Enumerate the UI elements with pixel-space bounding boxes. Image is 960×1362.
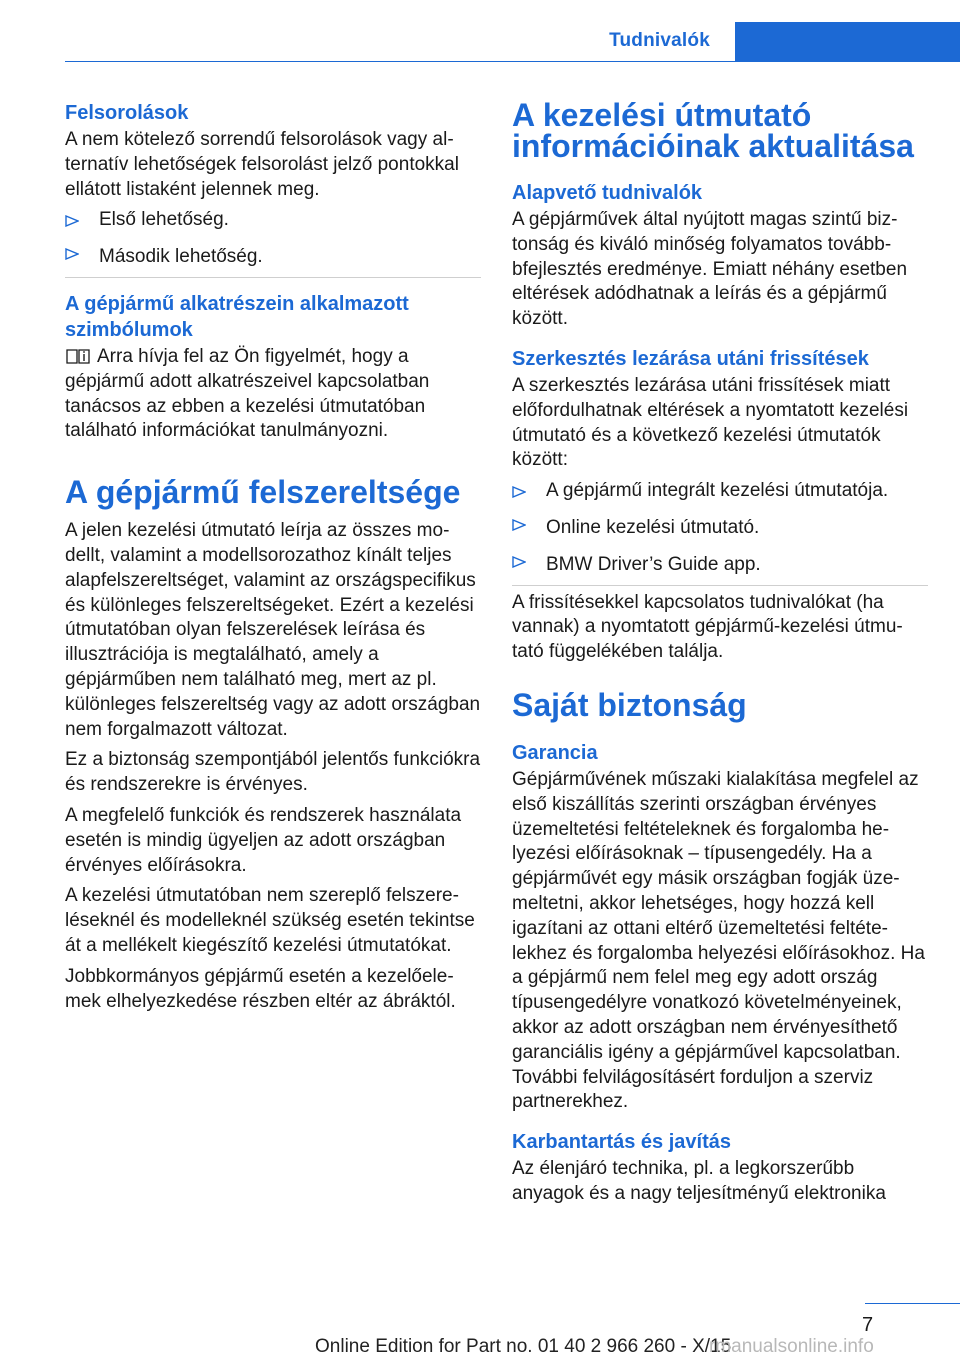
paragraph-alapveto: A gépjárművek által nyújtott magas szintű biztonság és kiváló minőség folyamatos továbbbfejlesztés eredménye. Emiatt néhány esetben eltérések adódhatnak a leírás és a gépjármű között. (512, 209, 908, 330)
heading-szimbolumok: A gépjármű alkatrészein alkalmazott szimbólumok (65, 292, 409, 341)
paragraph-szimbolumok (65, 345, 481, 444)
list-item (512, 548, 928, 585)
triangle-right-icon (512, 556, 526, 568)
triangle-right-icon (512, 519, 526, 531)
list-item-text: Második lehetőség. (99, 246, 263, 268)
heading-karbantartas: Karbantartás és javítás (512, 1131, 732, 1154)
header-title: Tudnivalók (609, 30, 710, 51)
book-info-icon (65, 347, 91, 365)
triangle-right-icon (65, 215, 79, 227)
list-item (512, 511, 928, 548)
list-item (512, 479, 928, 511)
triangle-right-icon (65, 248, 79, 260)
page-number: 7 (862, 1314, 874, 1336)
right-column (512, 97, 928, 1213)
list-item-text: BMW Driver’s Guide app. (546, 553, 761, 575)
paragraph-felszereltseg-1: A jelen kezelési útmutató leírja az összes modellt, valamint a modellsorozathoz kínált teljes alapfelszereltséget, valamint az országspecifikus és különleges felszereltségeket. Ezért a kezelési útmutatóban olyan felszerelések leírása és illusztrációja is megtalálható, amely a gépjárműben nem található meg, mert az pl. különleges felszereltség vagy az adott országban nem forgalmazott változat. (65, 520, 481, 740)
heading-garancia: Garancia (512, 741, 598, 764)
footer-divider (865, 1303, 960, 1304)
paragraph-frissitesek: A szerkesztés lezárása utáni frissítések miatt előfordulhatnak eltérések a nyomtatott kezelési útmutató és a következő kezelési útmutatók között: (512, 374, 909, 471)
paragraph-karbantartas: Az élenjáró technika, pl. a legkorszerűbb anyagok és a nagy teljesítményű elektronika (512, 1158, 886, 1204)
triangle-right-icon (512, 486, 526, 498)
bullet-list-guides (512, 479, 928, 584)
list-item (65, 208, 481, 240)
paragraph-szimbolumok-text: Arra hívja fel az Ön figyelmét, hogy a gépjármű adott alkatrészeivel kapcsolatban tanácsos az ebben a kezelési útmutatóban található információkat tanulmányozni. (65, 345, 430, 442)
left-column (65, 100, 481, 1020)
paragraph-felszereltseg-5: Jobbkormányos gépjármű esetén a kezelőelemek elhelyezkedése részben eltér az ábráktól. (65, 965, 456, 1012)
heading-felszereltseg: A gépjármű felszereltsége (65, 474, 461, 511)
list-item-text: Első lehetőség. (99, 209, 229, 231)
edition-line: Online Edition for Part no. 01 40 2 966 260 - X/15 (315, 1336, 732, 1357)
paragraph-felszereltseg-2: Ez a biztonság szempontjából jelentős funkciókra és rendszerekre is érvényes. (65, 749, 481, 796)
paragraph-felszereltseg-4: A kezelési útmutatóban nem szereplő felszereléseknél és modelleknél szükség esetén tekintse át a mellékelt kiegészítő kezelési útmutatókat. (65, 885, 475, 956)
list-item (65, 240, 481, 277)
list-item-text: Online kezelési útmutató. (546, 516, 760, 538)
paragraph-garancia: Gépjárművének műszaki kialakítása megfelel az első kiszállítás szerinti országban érvényes üzemeltetési feltételeknek és forgalomba helyezési előírásoknak – típusengedély. Ha a gépjárművét egy másik országban fogják üzemeltetni, akkor lehetséges, hogy hozzá kell igazítani az ottani eltérő üzemeltetési feltételekhez és forgalomba helyezési előírásokhoz. Ha a gépjármű nem felel meg egy adott ország típusengedélyre vonatkozó követelményeinek, akkor az adott országban nem érvényesíthető garanciális igény a gépjárművel kapcsolatban. További felvilágosításért forduljon a szerviz partnerekhez. (512, 768, 925, 1113)
heading-alapveto: Alapvető tudnivalók (512, 182, 703, 204)
heading-frissitesek: Szerkesztés lezárása utáni frissítések (512, 347, 869, 370)
header-divider (65, 61, 735, 62)
paragraph-felszereltseg-3: A megfelelő funkciók és rendszerek használata esetén is mindig ügyeljen az adott országban érvényes előírásokra. (65, 804, 462, 876)
heading-aktualitas: A kezelési útmutató információinak aktualitása (512, 97, 914, 164)
bullet-list-options (65, 208, 481, 277)
heading-felsorolasok: Felsorolások (65, 102, 189, 124)
page-header (0, 0, 960, 62)
header-accent-bar (735, 22, 960, 62)
watermark: rmanualsonline.info (709, 1336, 874, 1357)
paragraph-felsorolasok: A nem kötelező sorrendű felsorolások vagy alternatív lehetőségek felsorolást jelző pontokkal ellátott listaként jelennek meg. (65, 129, 459, 200)
list-item-text: A gépjármű integrált kezelési útmutatója. (546, 480, 889, 502)
heading-biztonsag: Saját biztonság (512, 686, 747, 723)
paragraph-frissites-tudnivalok: A frissítésekkel kapcsolatos tudnivalókat (ha vannak) a nyomtatott gépjármű-kezelési útmutató függelékében találja. (512, 591, 903, 663)
